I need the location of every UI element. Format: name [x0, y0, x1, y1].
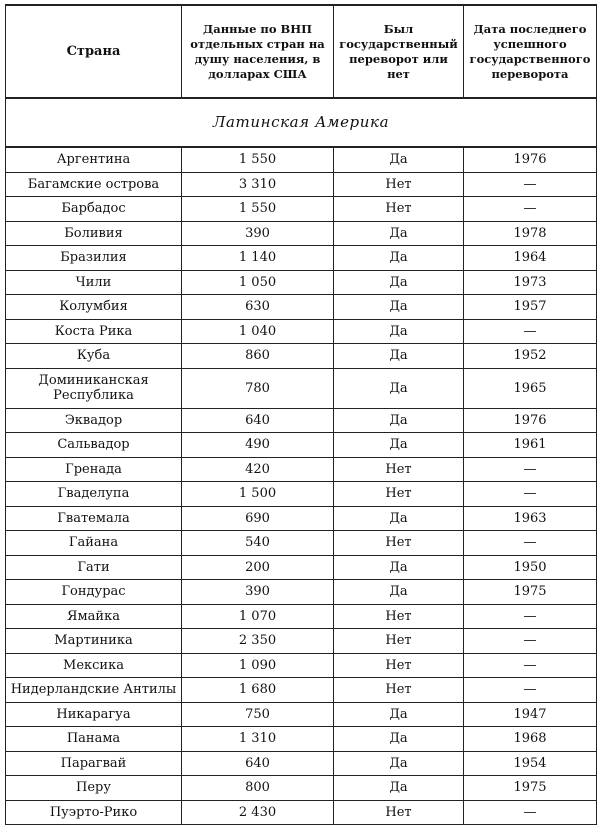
cell-gnp: 1 500 [182, 482, 334, 507]
cell-country: Гати [6, 555, 182, 580]
cell-country: Мартиника [6, 629, 182, 654]
cell-coup: Да [334, 506, 464, 531]
cell-year: — [464, 482, 597, 507]
table-row [6, 408, 597, 433]
cell-gnp: 800 [182, 776, 334, 801]
cell-year: — [464, 531, 597, 556]
cell-coup: Да [334, 702, 464, 727]
cell-year: 1961 [464, 433, 597, 458]
cell-year: 1963 [464, 506, 597, 531]
table-row [6, 776, 597, 801]
cell-gnp: 420 [182, 457, 334, 482]
cell-country: Багамские острова [6, 172, 182, 197]
cell-year: — [464, 604, 597, 629]
cell-year: 1965 [464, 368, 597, 408]
cell-coup: Да [334, 221, 464, 246]
cell-country: Чили [6, 270, 182, 295]
cell-year: — [464, 457, 597, 482]
cell-country: Ямайка [6, 604, 182, 629]
cell-country: Пуэрто-Рико [6, 800, 182, 825]
header-last-coup: Дата последнего успешного государственного переворота [464, 5, 597, 98]
cell-country: Мексика [6, 653, 182, 678]
table-row [6, 147, 597, 172]
table-header [6, 5, 597, 98]
cell-year: 1978 [464, 221, 597, 246]
cell-country: Гватемала [6, 506, 182, 531]
cell-country: Колумбия [6, 295, 182, 320]
table-row [6, 727, 597, 752]
table-row [6, 295, 597, 320]
cell-country: Никарагуа [6, 702, 182, 727]
cell-gnp: 1 040 [182, 319, 334, 344]
cell-gnp: 540 [182, 531, 334, 556]
cell-coup: Да [334, 408, 464, 433]
table-row [6, 702, 597, 727]
table-row [6, 482, 597, 507]
cell-coup: Да [334, 776, 464, 801]
table-row [6, 221, 597, 246]
cell-country: Сальвадор [6, 433, 182, 458]
cell-gnp: 1 680 [182, 678, 334, 703]
header-country: Страна [6, 5, 182, 98]
cell-coup: Да [334, 580, 464, 605]
cell-country: Гваделупа [6, 482, 182, 507]
cell-gnp: 390 [182, 221, 334, 246]
cell-year: — [464, 197, 597, 222]
cell-gnp: 690 [182, 506, 334, 531]
table-row [6, 555, 597, 580]
cell-coup: Да [334, 727, 464, 752]
cell-gnp: 490 [182, 433, 334, 458]
cell-gnp: 750 [182, 702, 334, 727]
table-row [6, 531, 597, 556]
table-row [6, 344, 597, 369]
table-row [6, 506, 597, 531]
cell-coup: Да [334, 270, 464, 295]
cell-coup: Нет [334, 172, 464, 197]
table-row [6, 270, 597, 295]
cell-year: 1954 [464, 751, 597, 776]
cell-coup: Да [334, 433, 464, 458]
cell-coup: Да [334, 751, 464, 776]
cell-gnp: 1 140 [182, 246, 334, 271]
table-row [6, 629, 597, 654]
cell-coup: Да [334, 319, 464, 344]
table-row [6, 197, 597, 222]
cell-coup: Да [334, 344, 464, 369]
cell-gnp: 1 070 [182, 604, 334, 629]
cell-gnp: 1 550 [182, 197, 334, 222]
cell-coup: Нет [334, 653, 464, 678]
cell-gnp: 780 [182, 368, 334, 408]
cell-year: — [464, 653, 597, 678]
cell-country: Гренада [6, 457, 182, 482]
cell-coup: Нет [334, 678, 464, 703]
cell-country: Боливия [6, 221, 182, 246]
cell-year: — [464, 678, 597, 703]
cell-gnp: 2 350 [182, 629, 334, 654]
cell-year: — [464, 319, 597, 344]
table-row [6, 800, 597, 825]
cell-year: — [464, 800, 597, 825]
cell-coup: Нет [334, 457, 464, 482]
cell-year: — [464, 629, 597, 654]
cell-country: Панама [6, 727, 182, 752]
cell-year: 1952 [464, 344, 597, 369]
table-row [6, 368, 597, 408]
cell-year: 1947 [464, 702, 597, 727]
cell-coup: Да [334, 555, 464, 580]
cell-country: Перу [6, 776, 182, 801]
table-row [6, 604, 597, 629]
cell-gnp: 640 [182, 408, 334, 433]
cell-gnp: 3 310 [182, 172, 334, 197]
cell-coup: Да [334, 246, 464, 271]
cell-year: 1976 [464, 147, 597, 172]
table-row [6, 172, 597, 197]
table-row [6, 433, 597, 458]
document-page [5, 4, 596, 825]
coup-gnp-table [5, 4, 597, 825]
cell-gnp: 2 430 [182, 800, 334, 825]
cell-coup: Нет [334, 629, 464, 654]
cell-country: Гайана [6, 531, 182, 556]
cell-coup: Да [334, 295, 464, 320]
cell-gnp: 640 [182, 751, 334, 776]
table-row [6, 319, 597, 344]
cell-year: 1976 [464, 408, 597, 433]
cell-country: Барбадос [6, 197, 182, 222]
cell-country: Аргентина [6, 147, 182, 172]
cell-country: Бразилия [6, 246, 182, 271]
table-row [6, 653, 597, 678]
header-gnp: Данные по ВНП отдельных стран на душу населения, в долларах США [182, 5, 334, 98]
region-label: Латинская Америка [6, 98, 597, 147]
cell-year: 1975 [464, 580, 597, 605]
table-row [6, 678, 597, 703]
cell-year: 1964 [464, 246, 597, 271]
table-row [6, 457, 597, 482]
cell-coup: Нет [334, 531, 464, 556]
header-coup: Был государственный переворот или нет [334, 5, 464, 98]
cell-gnp: 1 050 [182, 270, 334, 295]
cell-coup: Да [334, 368, 464, 408]
cell-country: Гондурас [6, 580, 182, 605]
header-row [6, 5, 597, 98]
cell-gnp: 1 550 [182, 147, 334, 172]
cell-gnp: 390 [182, 580, 334, 605]
table-body [6, 98, 597, 825]
cell-gnp: 1 310 [182, 727, 334, 752]
cell-gnp: 630 [182, 295, 334, 320]
cell-year: 1973 [464, 270, 597, 295]
table-row [6, 751, 597, 776]
cell-year: — [464, 172, 597, 197]
cell-gnp: 200 [182, 555, 334, 580]
cell-country: Доминиканская Республика [6, 368, 182, 408]
cell-country: Эквадор [6, 408, 182, 433]
cell-country: Парагвай [6, 751, 182, 776]
cell-gnp: 1 090 [182, 653, 334, 678]
cell-year: 1950 [464, 555, 597, 580]
cell-year: 1975 [464, 776, 597, 801]
cell-coup: Нет [334, 800, 464, 825]
region-row [6, 98, 597, 147]
cell-coup: Нет [334, 197, 464, 222]
cell-coup: Нет [334, 482, 464, 507]
cell-year: 1968 [464, 727, 597, 752]
cell-country: Нидерландские Антилы [6, 678, 182, 703]
table-row [6, 246, 597, 271]
cell-year: 1957 [464, 295, 597, 320]
cell-coup: Да [334, 147, 464, 172]
cell-gnp: 860 [182, 344, 334, 369]
cell-country: Коста Рика [6, 319, 182, 344]
cell-coup: Нет [334, 604, 464, 629]
cell-country: Куба [6, 344, 182, 369]
table-row [6, 580, 597, 605]
